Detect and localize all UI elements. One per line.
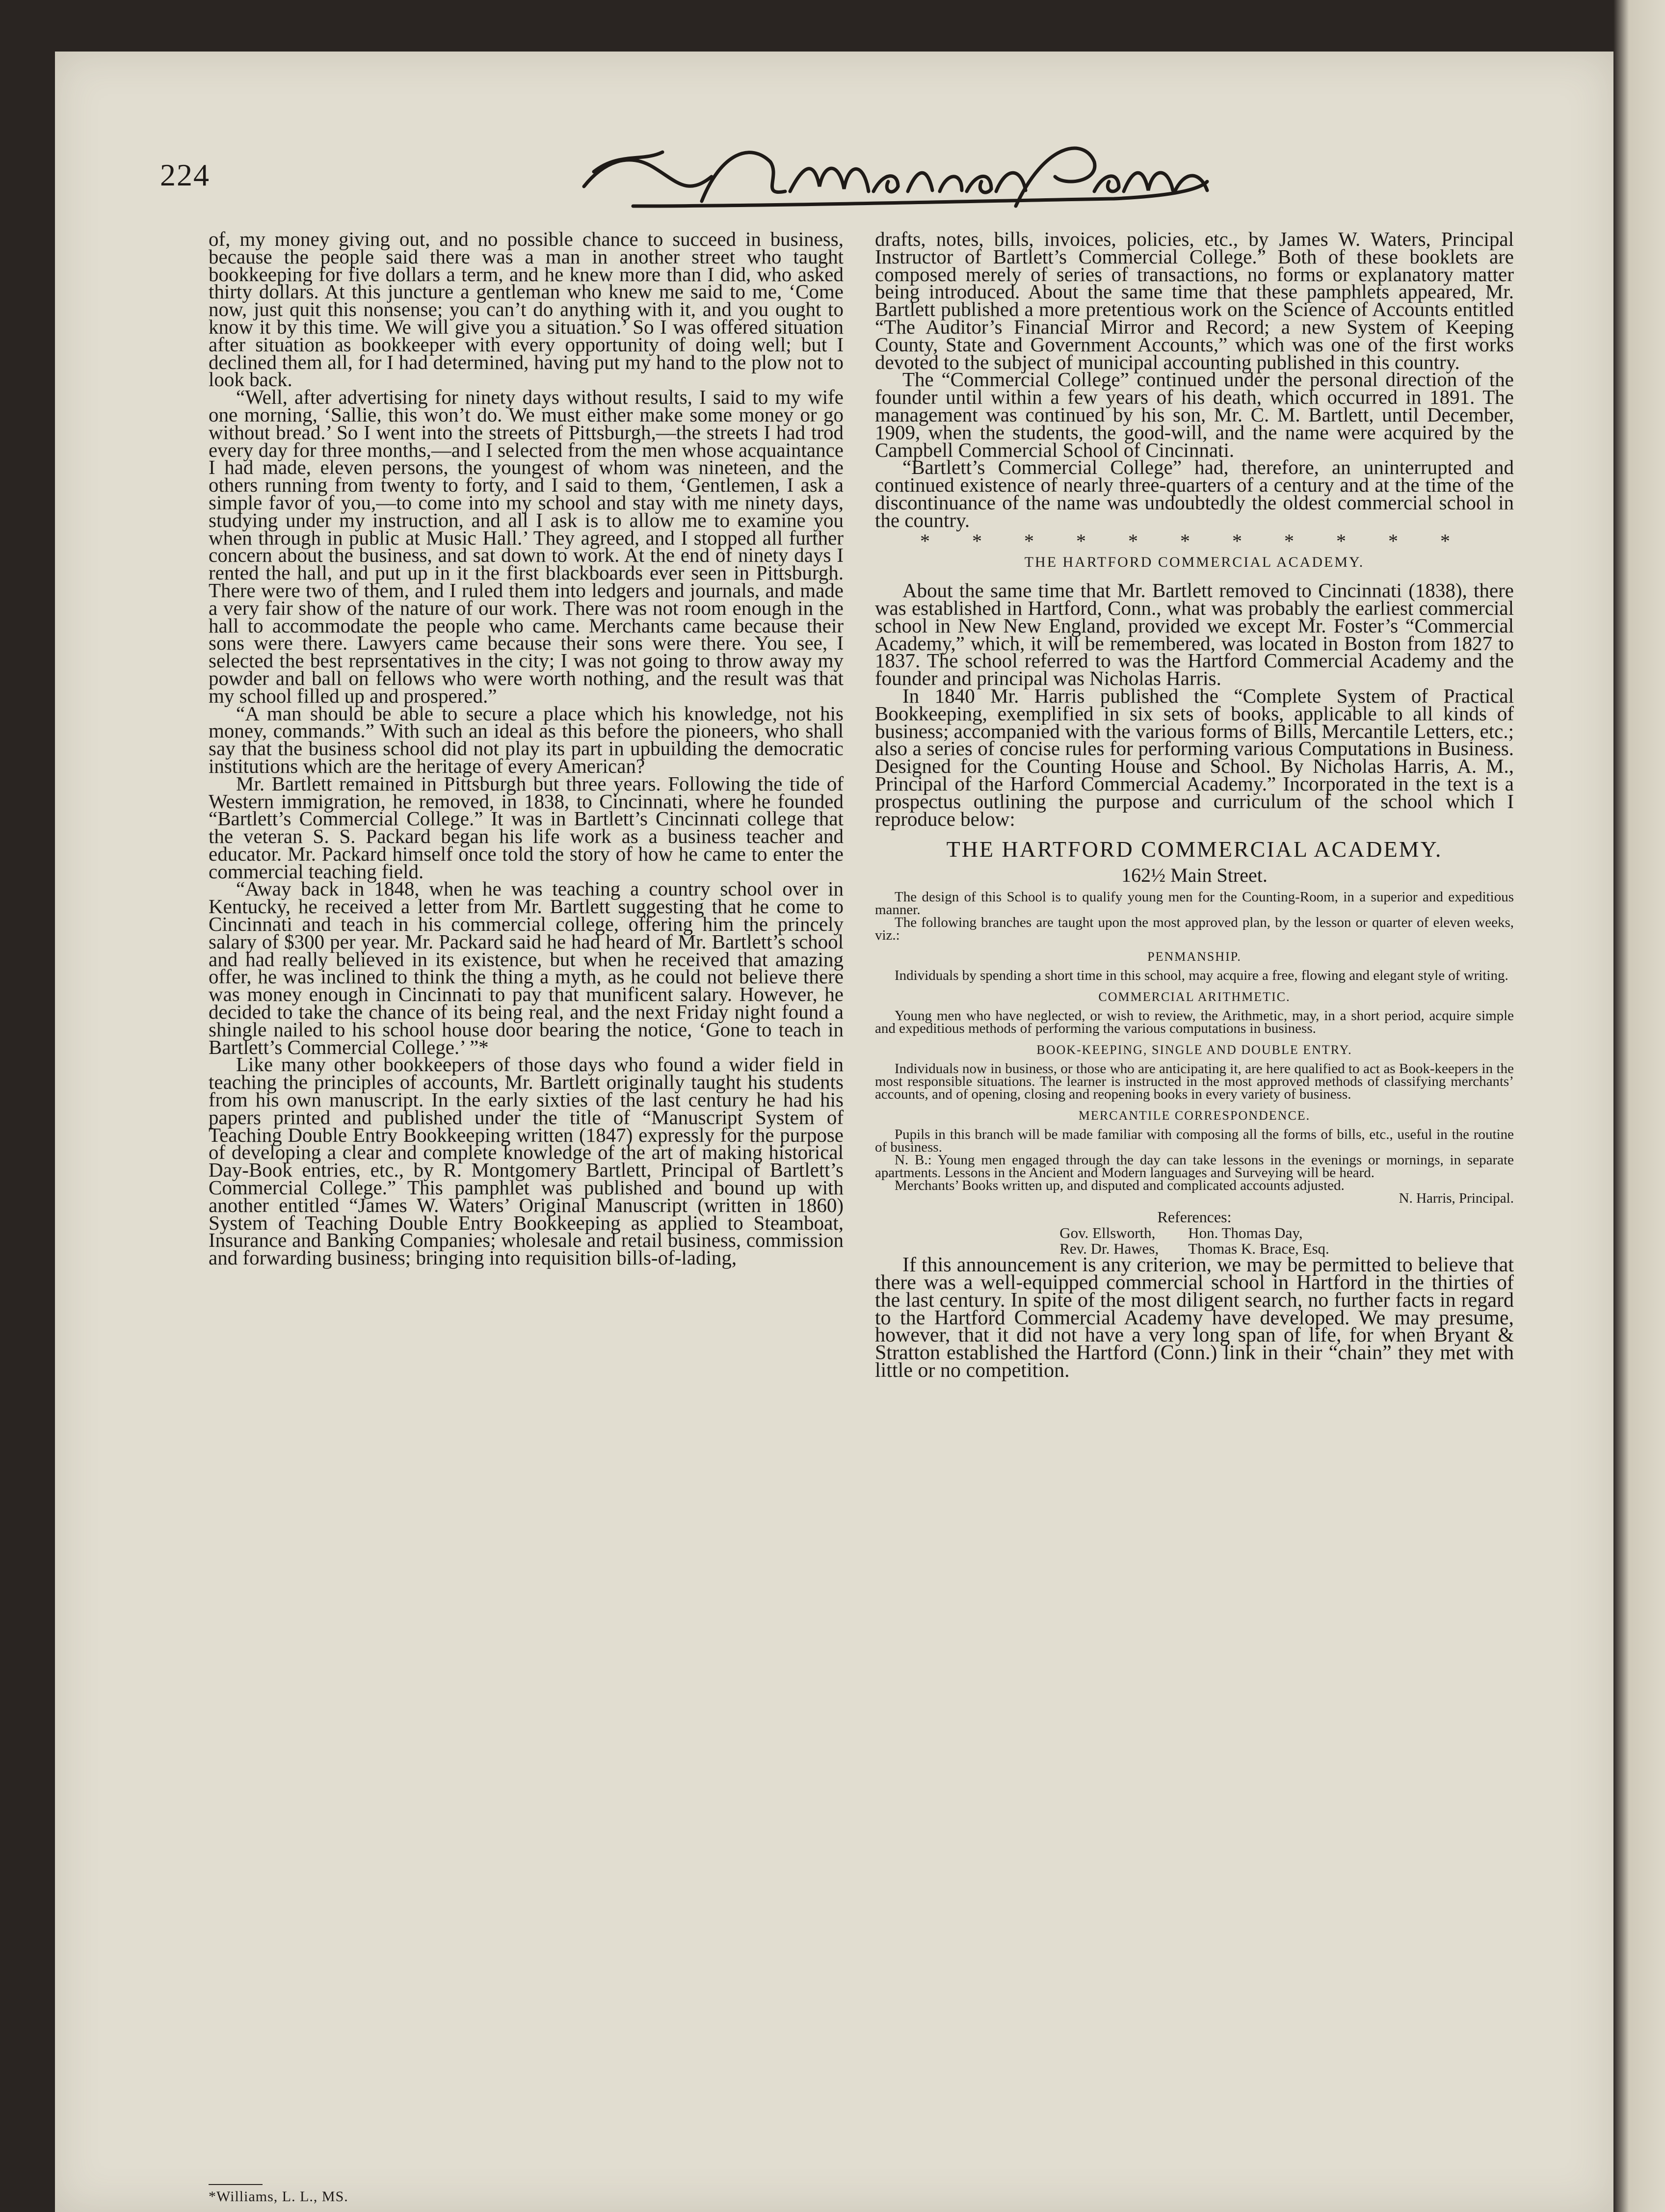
prospectus-note: Merchants’ Books written up, and disputed and complicated accounts adjusted. xyxy=(895,1178,1345,1194)
references-title: References: xyxy=(1157,1208,1232,1226)
page-edge xyxy=(1613,0,1665,2212)
prospectus-signature: N. Harris, Principal. xyxy=(1399,1190,1514,1207)
prospectus-text: The design of this School is to qualify young men for the Counting-Room, in a superior and expeditious manner. xyxy=(875,889,1514,918)
masthead-logo xyxy=(574,132,1212,216)
prospectus-heading: PENMANSHIP. xyxy=(1147,949,1242,964)
left-column xyxy=(209,228,844,1269)
paragraph: The “Commercial College” continued under the personal direction of the founder until within a few years of his death, which occurred in 1891. The management was continued by his son, Mr. C. M. Bartlett, until December, 1909, when the students, the good-will, and the name were acquired by the Campbell Commercial School of Cincinnati. xyxy=(875,368,1514,461)
reference-name: Thomas K. Brace, Esq. xyxy=(1188,1240,1329,1258)
footnote-rule xyxy=(209,2184,263,2185)
reference-name: Gov. Ellsworth, xyxy=(1059,1224,1156,1242)
prospectus-text: The following branches are taught upon the most approved plan, by the lesson or quarter of eleven weeks, viz.: xyxy=(875,915,1514,944)
reference-name: Rev. Dr. Hawes, xyxy=(1059,1240,1159,1258)
prospectus-address: 162½ Main Street. xyxy=(1121,864,1268,887)
prospectus-text: Pupils in this branch will be made familiar with composing all the forms of bills, etc., useful in the routine of business. xyxy=(875,1127,1514,1156)
paragraph: drafts, notes, bills, invoices, policies, etc., by James W. Waters, Principal Instructor of Bartlett’s Commercial College.” Both of these booklets are composed merely of series of transactions, no forms or explanatory matter being introduced. About the same time that these pamphlets appeared, Mr. Bartlett published a more pretentious work on the Science of Accounts entitled “The Auditor’s Financial Mirror and Record; a new System of Keeping County, State and Government Accounts,” which was one of the first works devoted to the subject of municipal accounting published in this country. xyxy=(875,228,1514,373)
reproduced-prospectus xyxy=(875,836,1514,1257)
prospectus-heading: MERCANTILE CORRESPONDENCE. xyxy=(1078,1108,1311,1123)
references-list xyxy=(875,1225,1514,1257)
paragraph: “Bartlett’s Commercial College” had, therefore, an uninterrupted and continued existence of nearly three-quarters of a century and at the time of the discontinuance of the name was undoubtedly the oldest commercial school in the country. xyxy=(875,456,1514,531)
section-heading: THE HARTFORD COMMERCIAL ACADEMY. xyxy=(1024,554,1365,571)
paragraph: “Well, after advertising for ninety days without results, I said to my wife one morning, ‘Sallie, this won’t do. We must either make some money or go without bread.’ So I went into the streets of Pittsburgh,—the streets I had trod every day for three months,—and I selected from the men whose acquaintance I had made, eleven persons, the youngest of whom was nineteen, and the others running from twenty to forty, and I said to them, ‘Gentlemen, I ask a simple favor of you,—to come into my school and stay with me ninety days, studying under my instruction, and all I ask is to allow me to examine you when through in public at Music Hall.’ They agreed, and I stopped all further concern about the business, and sat down to work. At the end of ninety days I rented the hall, and put up in it the first blackboards ever seen in Pittsburgh. There were two of them, and I ruled them into ledgers and journals, and made a very fair show of the nature of our work. There was not room enough in the hall to accommodate the people who came. Merchants came because their sons were there. Lawyers came because their sons were there. You see, I selected the best reprsentatives in the city; I was not going to throw away my powder and ball on fellows who were worth nothing, and the result was that my school filled up and prospered.” xyxy=(209,386,844,707)
section-divider: * * * * * * * * * * * xyxy=(920,529,1469,552)
paragraph: About the same time that Mr. Bartlett removed to Cincinnati (1838), there was established in Hartford, Conn., what was probably the earliest commercial school in New New England, provided we except Mr. Foster’s “Commercial Academy,” which, it will be remembered, was located in Boston from 1827 to 1837. The school referred to was the Hartford Commercial Academy and the founder and principal was Nicholas Harris. xyxy=(875,579,1514,690)
prospectus-note: N. B.: Young men engaged through the day can take lessons in the evenings or mornings, in separate apartments. Lessons in the Ancient and Modern languages and Surveying will be heard. xyxy=(875,1152,1514,1181)
prospectus-text: Individuals now in business, or those who are anticipating it, are here qualified to act as Book-keepers in the most responsible situations. The learner is instructed in the most approved methods of classifying merchants’ accounts, and of opening, closing and reopening books in every variety of business. xyxy=(875,1061,1514,1103)
page-number: 224 xyxy=(160,158,210,192)
prospectus-text: Young men who have neglected, or wish to review, the Arithmetic, may, in a short period, acquire simple and expeditious methods of performing the various computations in business. xyxy=(875,1008,1514,1037)
paragraph: “A man should be able to secure a place which his knowledge, not his money, commands.” With such an ideal as this before the pioneers, who shall say that the business school did not play its part in upbuilding the democratic institutions which are the heritage of every American? xyxy=(209,702,844,777)
paragraph: If this announcement is any criterion, we may be permitted to believe that there was a well-equipped commercial school in Hartford in the thirties of the last century. In spite of the most diligent search, no further facts in regard to the Hartford Commercial Academy have developed. We may presume, however, that it did not have a very long span of life, for when Bryant & Stratton established the Hartford (Conn.) link in their “chain” they met with little or no competition. xyxy=(875,1254,1514,1382)
paragraph: Like many other bookkeepers of those days who found a wider field in teaching the principles of accounts, Mr. Bartlett originally taught his students from his own manuscript. In the early sixties of the last century he had his papers printed and published under the title of “Manuscript System of Teaching Double Entry Bookkeeping written (1847) expressly for the purpose of developing a clear and complete knowledge of the art of making historical Day-Book entries, etc., by R. Montgomery Bartlett, Principal of Bartlett’s Commercial College.” This pamphlet was published and bound up with another entitled “James W. Waters’ Original Manuscript (written in 1860) System of Teaching Double Entry Bookkeeping as applied to Steamboat, Insurance and Banking Companies; wholesale and retail business, commission and forwarding business; bringing into requisition bills-of-lading, xyxy=(209,1053,844,1269)
prospectus-text: Individuals by spending a short time in this school, may acquire a free, flowing and elegant style of writing. xyxy=(895,968,1508,984)
paragraph: In 1840 Mr. Harris published the “Complete System of Practical Bookkeeping, exemplified in six sets of books, applicable to all kinds of business; accompanied with the various forms of Bills, Mercantile Letters, etc.; also a series of concise rules for performing various Computations in Business. Designed for the Counting House and School. By Nicholas Harris, A. M., Principal of the Harford Commercial Academy.” Incorporated in the text is a prospectus outlining the purpose and curriculum of the school which I reproduce below: xyxy=(875,684,1514,830)
right-column xyxy=(875,228,1514,1382)
prospectus-heading: BOOK-KEEPING, SINGLE AND DOUBLE ENTRY. xyxy=(1036,1043,1352,1057)
reference-name: Hon. Thomas Day, xyxy=(1188,1224,1303,1242)
footnote: *Williams, L. L., MS. xyxy=(209,2188,348,2205)
prospectus-heading: COMMERCIAL ARITHMETIC. xyxy=(1098,990,1291,1004)
paragraph: “Away back in 1848, when he was teaching a country school over in Kentucky, he received a letter from Mr. Bartlett suggesting that he come to Cincinnati and teach in his commercial college, offering him the princely salary of $300 per year. Mr. Packard said he had heard of Mr. Bartlett’s school and had really believed in its existence, but when he received that amazing offer, he was inclined to think the thing a myth, as he could not believe there was money enough in Cincinnati to pay that munificent salary. However, he decided to take the chance of its being real, and the next Friday night found a shingle nailed to his school house door bearing the notice, ‘Gone to teach in Bartlett’s Commercial College.’ ”* xyxy=(209,877,844,1058)
prospectus-title: THE HARTFORD COMMERCIAL ACADEMY. xyxy=(946,837,1443,862)
paragraph: of, my money giving out, and no possible chance to succeed in business, because the people said there was a man in another street who taught bookkeeping for five dollars a term, and he knew more than I did, who asked thirty dollars. At this juncture a gentleman who knew me said to me, ‘Come now, just quit this nonsense; you can’t do anything with it, and you ought to know it by this time. We will give you a situation.’ So I was offered situation after situation as bookkeeper with every opportunity of doing well; but I declined them all, for I had determined, having put my hand to the plow not to look back. xyxy=(209,228,844,391)
paragraph: Mr. Bartlett remained in Pittsburgh but three years. Following the tide of Western immigration, he removed, in 1838, to Cincinnati, where he founded “Bartlett’s Commercial College.” It was in Bartlett’s Cincinnati college that the veteran S. S. Packard began his life work as a business teacher and educator. Mr. Packard himself once told the story of how he came to enter the commercial teaching field. xyxy=(209,772,844,883)
